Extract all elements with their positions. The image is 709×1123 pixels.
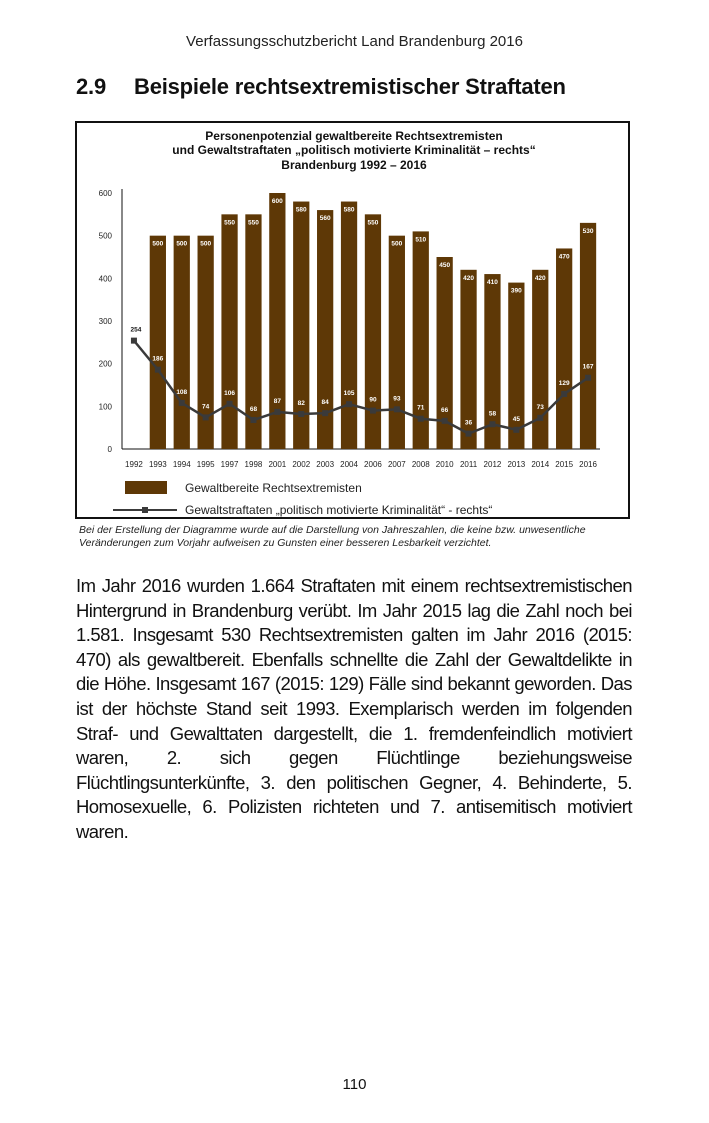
line-value-label: 105 — [343, 390, 355, 398]
bar-value-label: 600 — [271, 198, 283, 205]
x-tick-label: 2006 — [364, 460, 382, 469]
chart-title-line-1: Personenpotenzial gewaltbereite Rechtsextremisten — [205, 129, 503, 143]
line-point — [513, 427, 519, 433]
line-point — [394, 406, 400, 412]
line-point — [346, 401, 352, 407]
line-point — [250, 417, 256, 423]
bar-value-label: 410 — [487, 279, 498, 287]
legend-line-marker — [142, 507, 148, 513]
line-point — [466, 431, 472, 437]
x-tick-label: 1995 — [196, 460, 215, 469]
bar-value-label: 500 — [176, 240, 188, 248]
line-point — [155, 367, 161, 373]
y-tick-label: 500 — [98, 231, 112, 241]
line-point — [489, 421, 495, 427]
x-tick-label: 2002 — [292, 460, 311, 469]
y-tick-label: 200 — [98, 359, 112, 369]
bar-value-label: 390 — [510, 287, 522, 295]
line-value-label: 45 — [512, 415, 520, 423]
bar-value-label: 510 — [415, 236, 427, 244]
bar-value-label: 560 — [319, 215, 331, 223]
x-tick-label: 2010 — [435, 460, 454, 469]
x-tick-label: 2007 — [387, 460, 406, 469]
line-value-label: 106 — [224, 389, 235, 397]
bar — [365, 214, 381, 449]
line-value-label: 66 — [441, 406, 449, 414]
bar — [221, 214, 237, 449]
bar-value-label: 500 — [152, 240, 164, 248]
line-point — [418, 416, 424, 422]
line-point — [442, 418, 448, 424]
bar — [532, 270, 548, 449]
line-value-label: 74 — [202, 403, 210, 411]
x-tick-label: 2008 — [411, 460, 430, 469]
y-tick-label: 600 — [98, 189, 112, 198]
x-tick-label: 2016 — [579, 460, 597, 469]
chart — [77, 123, 628, 517]
line-value-label: 68 — [249, 405, 258, 413]
chart-title-line-3: Brandenburg 1992 – 2016 — [281, 158, 427, 172]
legend-line-label: Gewaltstraftaten „politisch motivierte Kriminalität“ - rechts“ — [185, 503, 493, 517]
x-tick-label: 2013 — [507, 460, 526, 469]
bar — [174, 236, 190, 449]
y-tick-label: 400 — [98, 274, 112, 284]
x-tick-label: 1993 — [148, 460, 167, 469]
line-value-label: 93 — [393, 395, 401, 403]
x-tick-label: 2014 — [531, 460, 550, 469]
bar — [245, 214, 261, 449]
x-tick-label: 1998 — [244, 460, 263, 469]
x-tick-label: 1992 — [125, 460, 143, 469]
y-tick-label: 0 — [107, 445, 112, 454]
bar — [150, 236, 166, 449]
bar-value-label: 550 — [367, 219, 379, 227]
line-value-label: 87 — [273, 397, 281, 405]
line-value-label: 82 — [297, 400, 305, 408]
line-value-label: 186 — [152, 355, 164, 363]
line-value-label: 36 — [464, 419, 473, 427]
bar-value-label: 450 — [439, 262, 451, 269]
chart-container — [75, 121, 630, 519]
bar-value-label: 500 — [200, 240, 212, 248]
line-point — [179, 400, 185, 406]
x-tick-label: 2004 — [340, 460, 358, 469]
bar — [556, 248, 572, 449]
line-value-label: 90 — [369, 396, 377, 404]
y-tick-label: 100 — [98, 402, 112, 412]
line-value-label: 254 — [130, 326, 142, 334]
chart-footnote: Bei der Erstellung der Diagramme wurde auf die Darstellung von Jahreszahlen, die keine bzw. unwesentliche Veränderungen zum Vorjahr aufweisen zu Gunsten einer besseren Lesbarkeit verzichtet. — [79, 524, 586, 549]
bar-value-label: 550 — [224, 219, 235, 227]
line-value-label: 167 — [582, 363, 594, 371]
legend-bar-swatch — [125, 481, 167, 494]
running-header: Verfassungsschutzbericht Land Brandenburg 2016 — [186, 33, 523, 50]
chart-title-line-2: und Gewaltstraftaten „politisch motivierte Kriminalität – rechts“ — [172, 143, 536, 157]
line-point — [370, 408, 376, 414]
bar — [389, 236, 405, 449]
line-value-label: 84 — [321, 399, 329, 407]
line-point — [585, 375, 591, 381]
bar-value-label: 420 — [534, 274, 546, 282]
section-number: 2.9 — [76, 74, 106, 99]
bar — [508, 283, 524, 449]
bar — [341, 202, 357, 449]
line-point — [322, 410, 328, 416]
line-point — [537, 415, 543, 421]
x-tick-label: 2015 — [555, 460, 574, 469]
x-tick-label: 2012 — [483, 460, 502, 469]
body-paragraph: Im Jahr 2016 wurden 1.664 Straftaten mit einem rechtsextremistischen Hintergrund in Brandenburg verübt. Im Jahr 2015 lag die Zahl noch bei 1.581. Insgesamt 530 Rechtsextremisten galten im Jahr 2016 (2015: 470) als gewaltbereit. Ebenfalls schnellte die Zahl der Gewaltdelikte in die Höhe. Insgesamt 167 (2015: 129) Fälle sind bekannt geworden. Das ist der höchste Stand seit 1993. Exemplarisch werden im folgenden Straf- und Gewalttaten dargestellt, die 1. fremdenfeindlich motiviert waren, 2. sich gegen Flüchtlinge beziehungsweise Flüchtlingsunterkünfte, 3. den politischen Gegner, 4. Behinderte, 5. Homosexuelle, 6. Polizisten richteten und 7. antisemitisch motiviert waren. — [76, 575, 632, 842]
x-tick-label: 1994 — [172, 460, 191, 469]
bar-value-label: 580 — [343, 206, 355, 214]
line-value-label: 108 — [176, 388, 188, 396]
legend-bar-label: Gewaltbereite Rechtsextremisten — [185, 481, 362, 495]
line-point — [227, 401, 233, 407]
line-point — [298, 411, 304, 417]
line-value-label: 58 — [488, 410, 497, 418]
line-point — [274, 409, 280, 415]
line-point — [131, 338, 137, 344]
y-tick-label: 300 — [98, 317, 112, 326]
line-value-label: 71 — [417, 404, 425, 412]
section-title: Beispiele rechtsextremistischer Straftaten — [134, 74, 566, 99]
bar — [580, 223, 596, 449]
x-tick-label: 2003 — [316, 460, 335, 469]
section-heading — [76, 74, 566, 100]
bar-value-label: 420 — [463, 274, 474, 282]
bar-value-label: 550 — [248, 219, 259, 227]
line-point — [561, 391, 567, 397]
plot-area — [99, 189, 600, 469]
page-number: 110 — [342, 1076, 367, 1093]
x-tick-label: 1997 — [220, 460, 239, 469]
line-value-label: 73 — [536, 403, 544, 411]
line-point — [203, 414, 209, 420]
x-tick-label: 2001 — [268, 460, 287, 469]
line-value-label: 129 — [558, 379, 570, 387]
bar-value-label: 470 — [558, 253, 570, 261]
bar-value-label: 500 — [391, 240, 403, 248]
x-tick-label: 2011 — [459, 460, 478, 469]
bar-value-label: 530 — [582, 227, 594, 235]
bar-value-label: 580 — [295, 206, 307, 214]
